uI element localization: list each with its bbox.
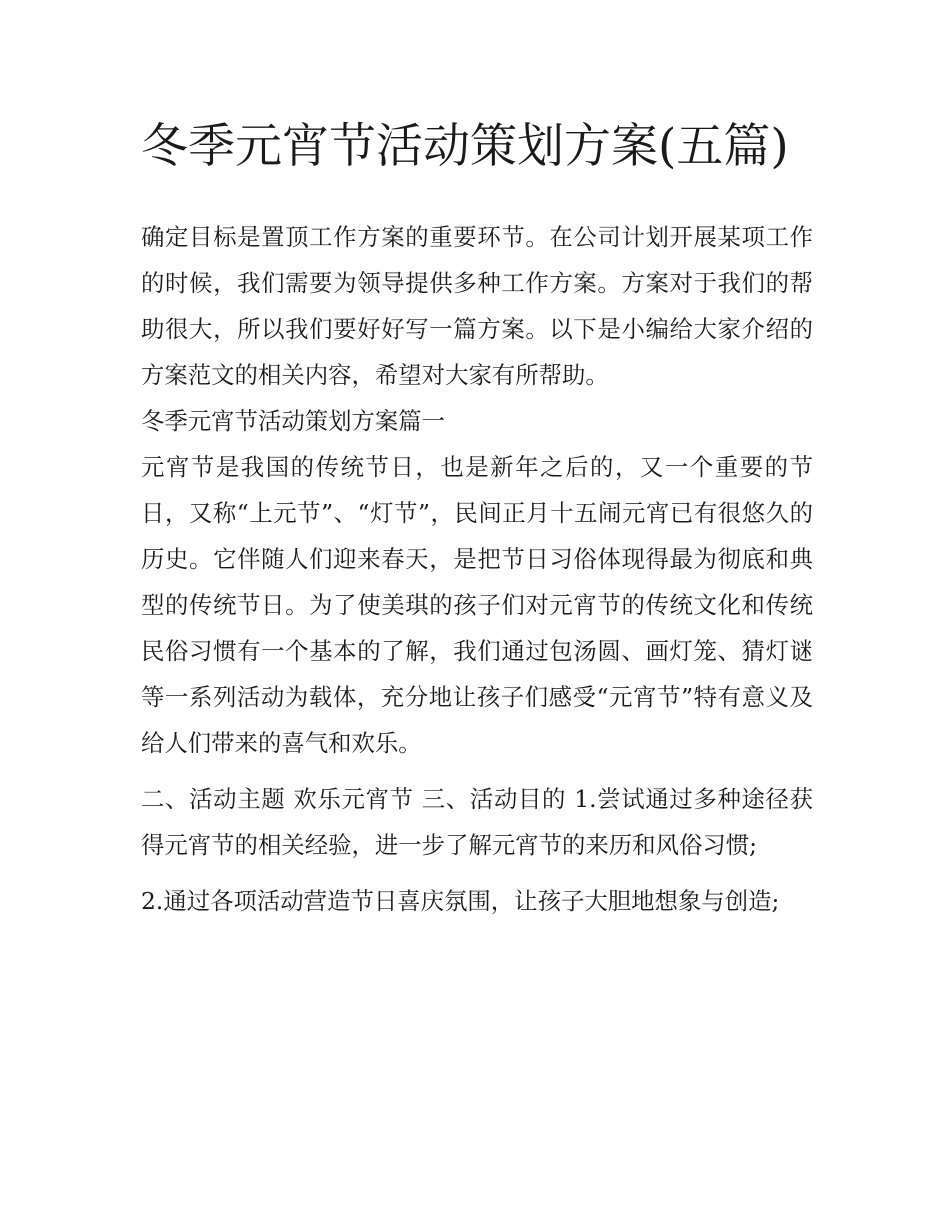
background-paragraph: 元宵节是我国的传统节日，也是新年之后的，又一个重要的节日，又称“上元节”、“灯节”，民间正月十五闹元宵已有很悠久的历史。它伴随人们迎来春天，是把节日习俗体现得最为彻底和典型的传统节日。为了使美琪的孩子们对元宵节的传统文化和传统民俗习惯有一个基本的了解，我们通过包汤圆、画灯笼、猜灯谜等一系列活动为载体，充分地让孩子们感受“元宵节”特有意义及给人们带来的喜气和欢乐。 bbox=[141, 453, 813, 757]
document-body bbox=[141, 108, 813, 924]
theme-objective-paragraph: 二、活动主题 欢乐元宵节 三、活动目的 1.尝试通过多种途径获得元宵节的相关经验，进一步了解元宵节的来历和风俗习惯; bbox=[141, 785, 813, 859]
objective-item-paragraph: 2.通过各项活动营造节日喜庆氛围，让孩子大胆地想象与创造; bbox=[141, 887, 780, 915]
intro-paragraph: 确定目标是置顶工作方案的重要环节。在公司计划开展某项工作的时候，我们需要为领导提供多种工作方案。方案对于我们的帮助很大，所以我们要好好写一篇方案。以下是小编给大家介绍的方案范文的相关内容，希望对大家有所帮助。 bbox=[141, 223, 813, 389]
section-heading: 冬季元宵节活动策划方案篇一 bbox=[141, 407, 446, 435]
document-title: 冬季元宵节活动策划方案(五篇) bbox=[141, 119, 789, 174]
